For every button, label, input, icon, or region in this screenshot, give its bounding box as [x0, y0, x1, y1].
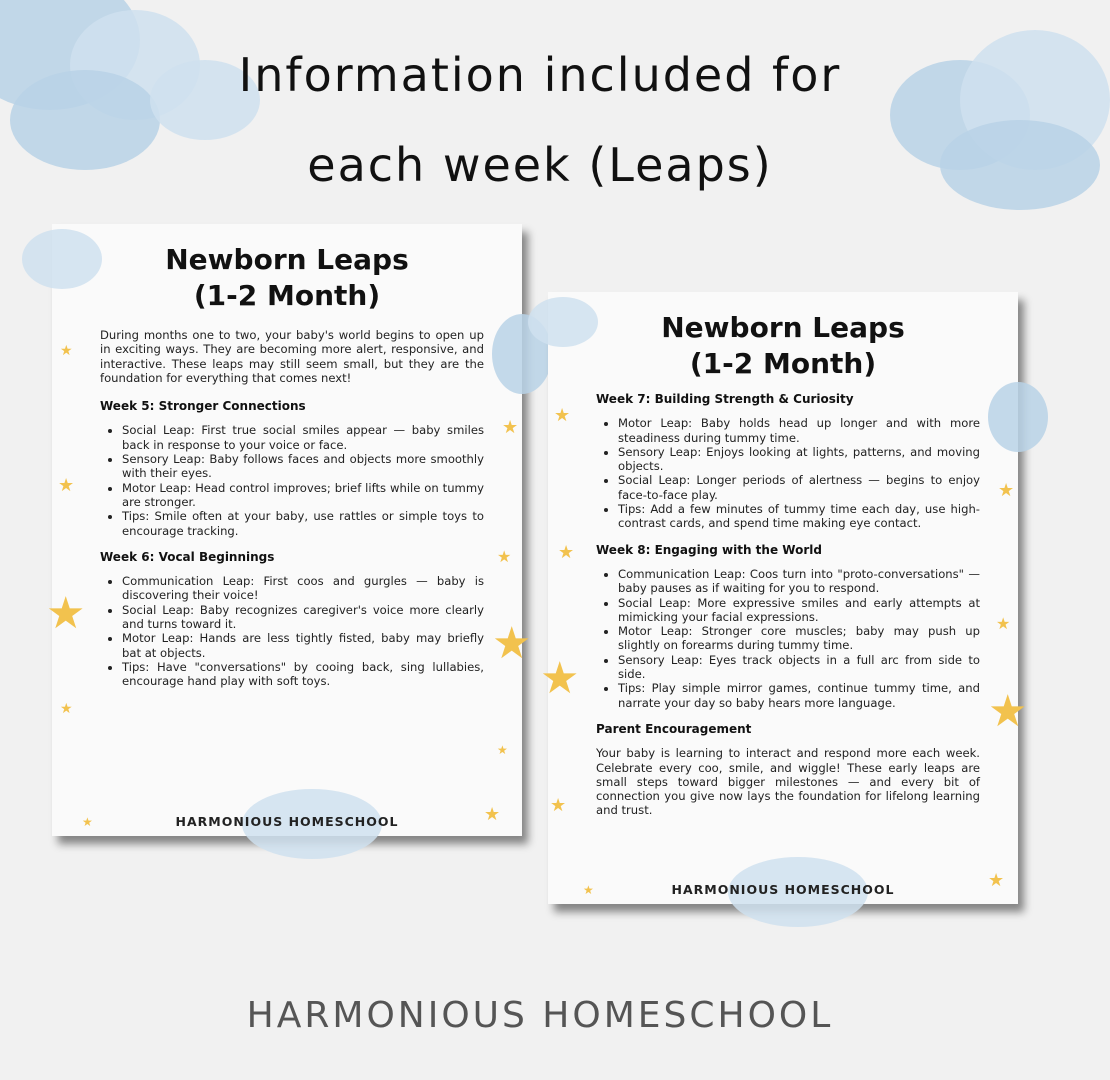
footer-brand: HARMONIOUS HOMESCHOOL: [246, 995, 834, 1036]
list-item: • Communication Leap: Coos turn into "proto-conversations" — baby pauses as if waiting for you to respond.: [618, 567, 980, 596]
star-icon: ★: [988, 686, 1028, 737]
section-heading: Week 5: Stronger Connections: [100, 399, 306, 414]
headline-line-1: Information included for: [238, 48, 842, 102]
headline-line-2: each week (Leaps): [307, 138, 773, 192]
star-icon: ★: [583, 883, 594, 897]
section-heading: Week 8: Engaging with the World: [596, 542, 822, 557]
star-icon: ★: [60, 701, 73, 717]
star-icon: ★: [996, 614, 1011, 633]
star-icon: ★: [82, 815, 93, 829]
list-item: • Sensory Leap: Enjoys looking at lights, patterns, and moving objects.: [618, 445, 980, 474]
list-item: • Tips: Play simple mirror games, continue tummy time, and narrate your day so baby hears more language.: [618, 681, 980, 710]
list-item: • Sensory Leap: Eyes track objects in a full arc from side to side.: [618, 653, 980, 682]
page-content: [100, 328, 484, 701]
page-title: Newborn Leaps (1-2 Month): [165, 243, 409, 312]
list-item: • Social Leap: More expressive smiles and early attempts at mimicking your facial expressions.: [618, 596, 980, 625]
star-icon: ★: [550, 795, 567, 816]
encouragement-paragraph: Your baby is learning to interact and respond more each week. Celebrate every coo, smile, and wiggle! These early leaps are small steps toward bigger milestones — and every bit of connection you give now lays the foundation for lifelong learning and trust.: [596, 746, 980, 818]
section-heading: Week 7: Building Strength & Curiosity: [596, 392, 854, 406]
list-item: • Communication Leap: First coos and gurgles — baby is discovering their voice!: [122, 574, 484, 603]
intro-paragraph: During months one to two, your baby's world begins to open up in exciting ways. They are becoming more alert, responsive, and interactive. These leaps may still seem small, but they are the foundation for everything that comes next!: [100, 328, 484, 385]
list-item: • Tips: Have "conversations" by cooing back, sing lullabies, encourage hand play with soft toys.: [122, 660, 484, 689]
star-icon: ★: [554, 405, 571, 426]
bullet-list: [596, 567, 980, 710]
list-item: • Tips: Add a few minutes of tummy time each day, use high-contrast cards, and spend time making eye contact.: [618, 502, 980, 531]
star-icon: ★: [497, 547, 512, 566]
list-item: • Social Leap: First true social smiles appear — baby smiles back in response to your voice or face.: [122, 423, 484, 452]
bullet-list: [100, 423, 484, 537]
headline: [0, 30, 1080, 210]
document-page-2: [540, 292, 1028, 904]
list-item: • Tips: Smile often at your baby, use rattles or simple toys to encourage tracking.: [122, 509, 484, 538]
list-item: • Social Leap: Longer periods of alertness — begins to enjoy face-to-face play.: [618, 473, 980, 502]
star-icon: ★: [60, 343, 73, 359]
bullet-list: [596, 416, 980, 530]
star-icon: ★: [46, 588, 86, 639]
page-content: [596, 392, 980, 832]
star-icon: ★: [492, 618, 532, 669]
list-item: • Motor Leap: Head control improves; brief lifts while on tummy are stronger.: [122, 481, 484, 510]
bullet-list: [100, 574, 484, 688]
star-icon: ★: [502, 417, 519, 438]
section-heading: Week 6: Vocal Beginnings: [100, 549, 275, 564]
star-icon: ★: [497, 743, 508, 757]
star-icon: ★: [484, 804, 501, 825]
document-page-1: [46, 224, 532, 836]
star-icon: ★: [988, 870, 1005, 891]
list-item: • Sensory Leap: Baby follows faces and objects more smoothly with their eyes.: [122, 452, 484, 481]
list-item: • Motor Leap: Baby holds head up longer and with more steadiness during tummy time.: [618, 416, 980, 445]
list-item: • Motor Leap: Hands are less tightly fisted, baby may briefly bat at objects.: [122, 631, 484, 660]
list-item: • Social Leap: Baby recognizes caregiver's voice more clearly and turns toward it.: [122, 603, 484, 632]
page-brand: HARMONIOUS HOMESCHOOL: [671, 882, 895, 897]
page-brand: HARMONIOUS HOMESCHOOL: [175, 814, 399, 829]
star-icon: ★: [58, 475, 75, 496]
list-item: • Motor Leap: Stronger core muscles; baby may push up slightly on forearms during tummy time.: [618, 624, 980, 653]
star-icon: ★: [558, 542, 575, 563]
encouragement-heading: Parent Encouragement: [596, 721, 752, 736]
page-title: Newborn Leaps (1-2 Month): [661, 311, 905, 380]
star-icon: ★: [998, 480, 1015, 501]
star-icon: ★: [540, 653, 580, 704]
